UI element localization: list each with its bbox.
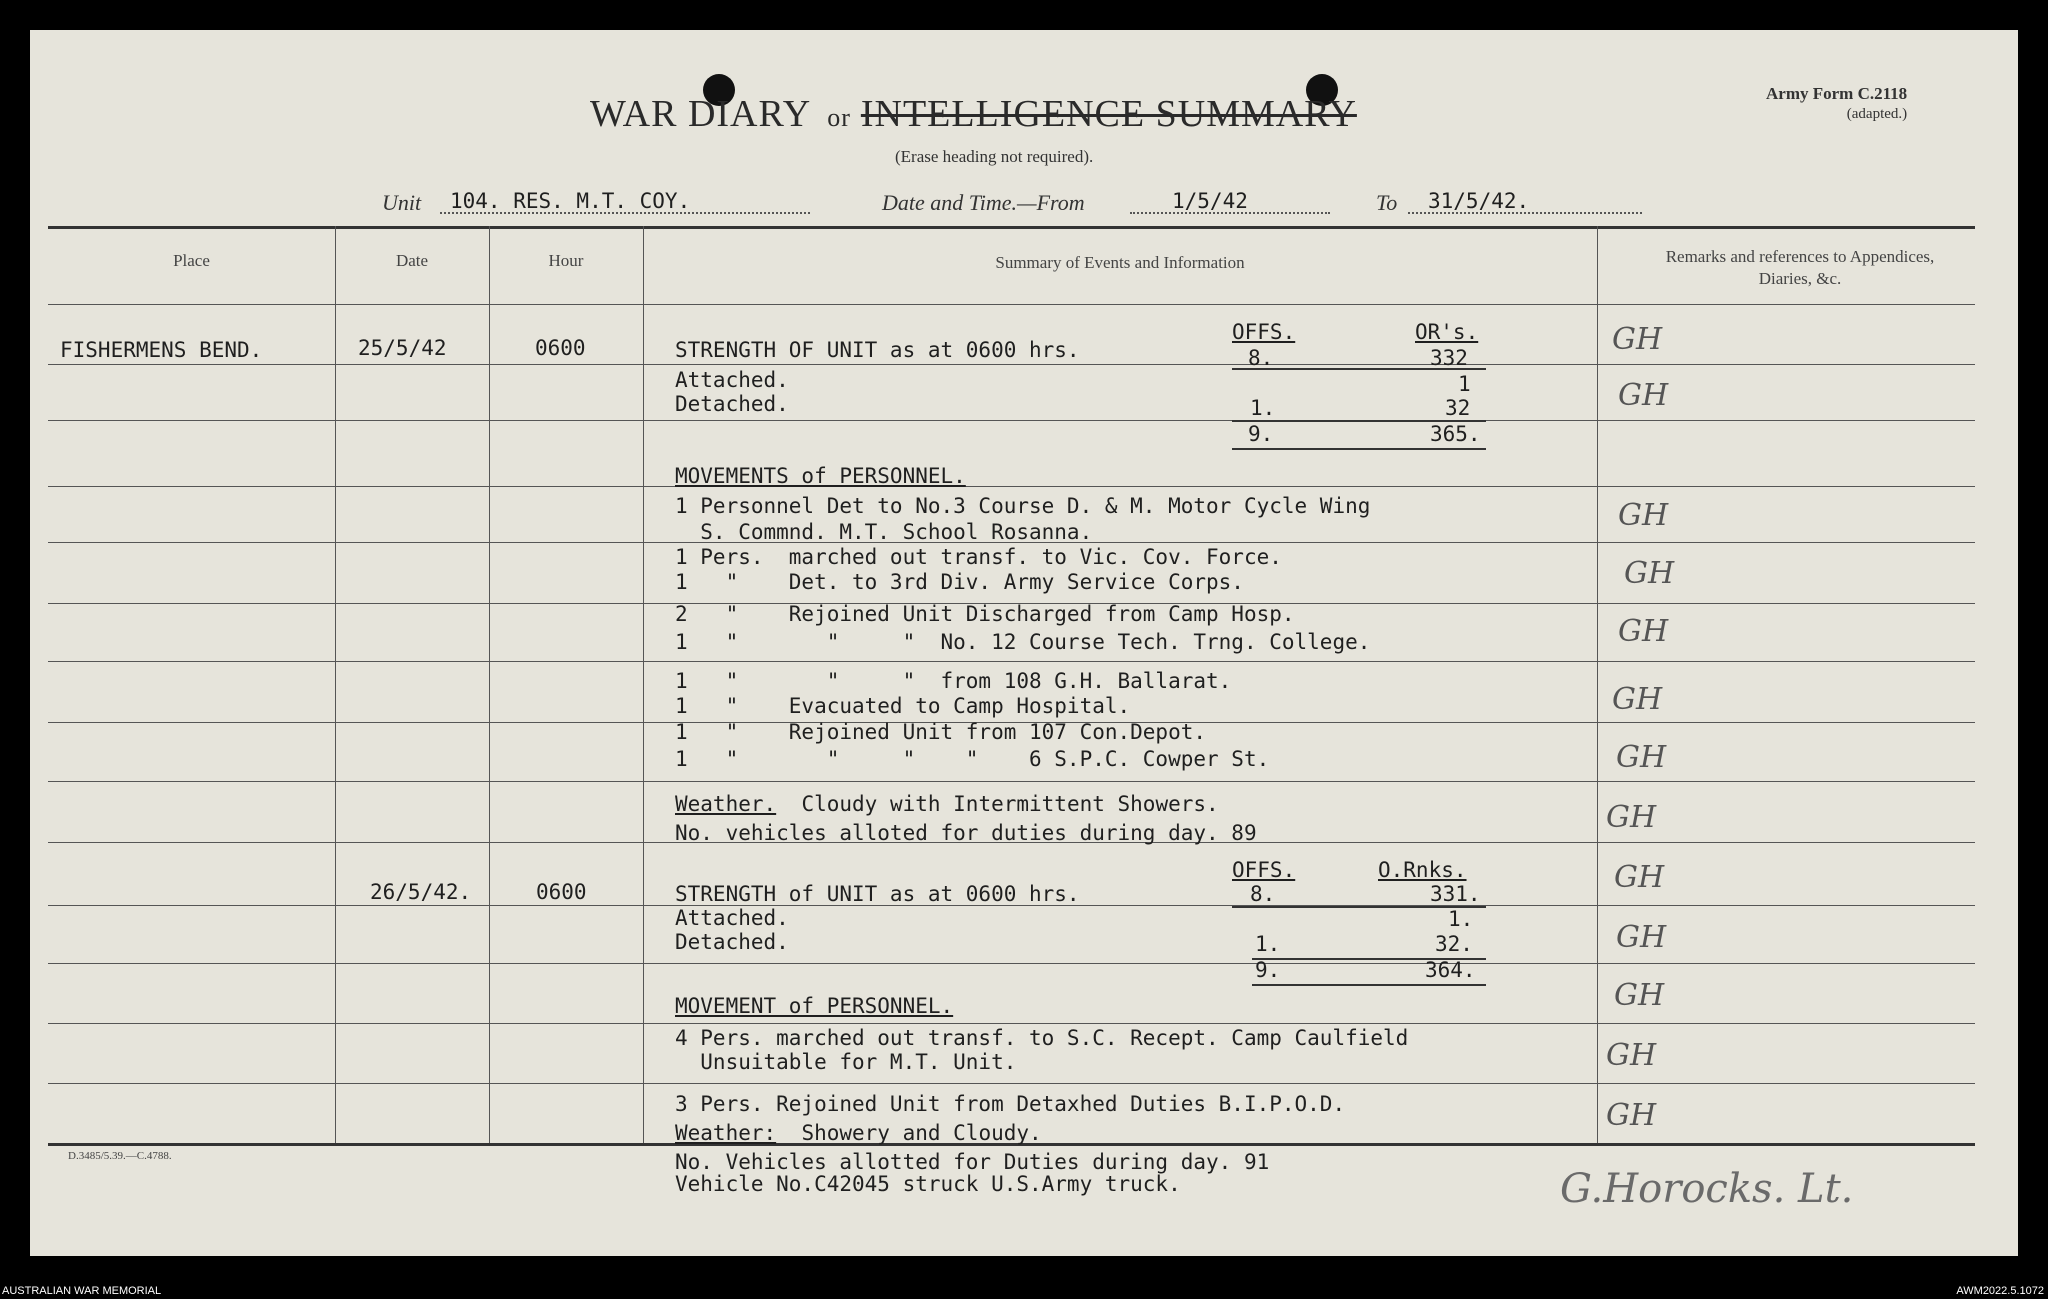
row-rule	[48, 661, 1975, 662]
offs-heading: OFFS.	[1232, 858, 1296, 882]
remarks-initials: GH	[1618, 378, 1669, 413]
column-header-summary: Summary of Events and Information	[995, 253, 1245, 272]
movement-line: 3 Pers. Rejoined Unit from Detaxhed Duties B.I.P.O.D.	[675, 1092, 1346, 1116]
date-label: Date and Time.—From	[882, 190, 1085, 215]
row-rule	[48, 1083, 1975, 1084]
date-entry: 26/5/42.	[370, 880, 472, 904]
ors-heading: O.Rnks.	[1378, 858, 1467, 882]
remarks-initials: GH	[1606, 1038, 1657, 1073]
movement-line: 1 " " " No. 12 Course Tech. Trng. College.	[675, 630, 1371, 654]
remarks-initials: GH	[1614, 978, 1665, 1013]
incident-line: Vehicle No.C42045 struck U.S.Army truck.	[675, 1172, 1181, 1196]
table-top-rule	[48, 226, 1975, 229]
date-from: 1/5/42	[1172, 189, 1248, 213]
movement-line: 1 Personnel Det to No.3 Course D. & M. Motor Cycle Wing	[675, 494, 1371, 518]
total-ors: 364.	[1425, 958, 1476, 982]
vehicles-line: No. Vehicles allotted for Duties during day. 91	[675, 1150, 1270, 1174]
to-label: To	[1376, 190, 1398, 215]
movement-line: 2 " Rejoined Unit Discharged from Camp Hosp.	[675, 602, 1295, 626]
unit-label: Unit	[382, 190, 422, 215]
weather-line: Weather. Cloudy with Intermittent Showers.	[675, 792, 1219, 816]
total-rule	[1232, 448, 1486, 450]
footer-right: AWM2022.5.1072	[1956, 1285, 2044, 1297]
remarks-initials: GH	[1606, 1098, 1657, 1133]
strength-offs: 8.	[1250, 882, 1276, 906]
hour-entry: 0600	[536, 880, 587, 904]
column-header-hour: Hour	[548, 251, 584, 270]
remarks-initials: GH	[1616, 920, 1667, 955]
army-form-label: Army Form C.2118 (adapted.)	[1766, 84, 1908, 122]
column-header-place: Place	[173, 251, 210, 270]
offs-heading: OFFS.	[1232, 320, 1296, 344]
strength-line: STRENGTH of UNIT as at 0600 hrs.	[675, 882, 1080, 906]
hour-entry: 0600	[535, 336, 586, 360]
strength-line: STRENGTH OF UNIT as at 0600 hrs.	[675, 338, 1080, 362]
row-rule	[48, 963, 1975, 964]
form-code: D.3485/5.39.—C.4788.	[68, 1150, 172, 1162]
remarks-initials: GH	[1614, 860, 1665, 895]
strength-ors: 332	[1430, 346, 1468, 370]
detached-line: Detached.	[675, 930, 789, 954]
vehicles-line: No. vehicles alloted for duties during day. 89	[675, 821, 1257, 845]
column-header-date: Date	[395, 251, 429, 270]
attached-ors: 1.	[1448, 907, 1474, 931]
movement-line: 1 Pers. marched out transf. to Vic. Cov. Force.	[675, 545, 1282, 569]
ors-heading: OR's.	[1415, 320, 1479, 344]
detached-offs: 1.	[1250, 396, 1276, 420]
movement-line: Unsuitable for M.T. Unit.	[675, 1050, 1017, 1074]
date-entry: 25/5/42	[358, 336, 447, 360]
row-rule	[48, 486, 1975, 487]
remarks-initials: GH	[1624, 556, 1675, 591]
row-rule	[48, 364, 1975, 365]
remarks-initials: GH	[1612, 322, 1663, 357]
attached-line: Attached.	[675, 906, 789, 930]
total-offs: 9.	[1255, 958, 1281, 982]
strength-ors: 331.	[1430, 882, 1481, 906]
movement-line: 1 " Evacuated to Camp Hospital.	[675, 694, 1131, 718]
total-rule	[1252, 984, 1486, 986]
signature: G.Horocks. Lt.	[1560, 1166, 1854, 1212]
detached-offs: 1.	[1255, 932, 1281, 956]
row-rule	[48, 1023, 1975, 1024]
column-header-remarks: Remarks and references to Appendices, Diaries, &c.	[1665, 247, 1935, 288]
remarks-initials: GH	[1612, 682, 1663, 717]
movements-heading: MOVEMENT of PERSONNEL.	[675, 994, 954, 1018]
remarks-initials: GH	[1618, 498, 1669, 533]
erase-note: (Erase heading not required).	[895, 147, 1094, 166]
movement-line: S. Commnd. M.T. School Rosanna.	[675, 520, 1093, 544]
remarks-initials: GH	[1616, 740, 1667, 775]
footer-left: AUSTRALIAN WAR MEMORIAL	[2, 1285, 162, 1297]
attached-line: Attached.	[675, 368, 789, 392]
movement-line: 1 " Det. to 3rd Div. Army Service Corps.	[675, 570, 1244, 594]
weather-line: Weather: Showery and Cloudy.	[675, 1121, 1042, 1145]
detached-ors: 32	[1445, 396, 1471, 420]
attached-ors: 1	[1458, 372, 1471, 396]
movement-line: 1 " " " " 6 S.P.C. Cowper St.	[675, 747, 1270, 771]
movement-line: 4 Pers. marched out transf. to S.C. Recept. Camp Caulfield	[675, 1026, 1409, 1050]
detached-line: Detached.	[675, 392, 789, 416]
remarks-initials: GH	[1606, 800, 1657, 835]
unit-value: 104. RES. M.T. COY.	[450, 189, 691, 213]
row-rule	[48, 781, 1975, 782]
detached-ors: 32.	[1435, 932, 1473, 956]
date-to: 31/5/42.	[1428, 189, 1530, 213]
place-entry: FISHERMENS BEND.	[60, 338, 263, 362]
movement-line: 1 " Rejoined Unit from 107 Con.Depot.	[675, 720, 1207, 744]
movement-line: 1 " " " from 108 G.H. Ballarat.	[675, 669, 1232, 693]
remarks-initials: GH	[1618, 614, 1669, 649]
header-bottom-rule	[48, 304, 1975, 305]
strength-offs: 8.	[1248, 346, 1274, 370]
total-offs: 9.	[1248, 422, 1274, 446]
total-ors: 365.	[1430, 422, 1481, 446]
page-title: WAR DIARY or INTELLIGENCE SUMMARY	[590, 93, 1357, 135]
strength-rule	[1232, 368, 1486, 370]
movements-heading: MOVEMENTS of PERSONNEL.	[675, 464, 966, 488]
row-rule	[48, 420, 1975, 421]
